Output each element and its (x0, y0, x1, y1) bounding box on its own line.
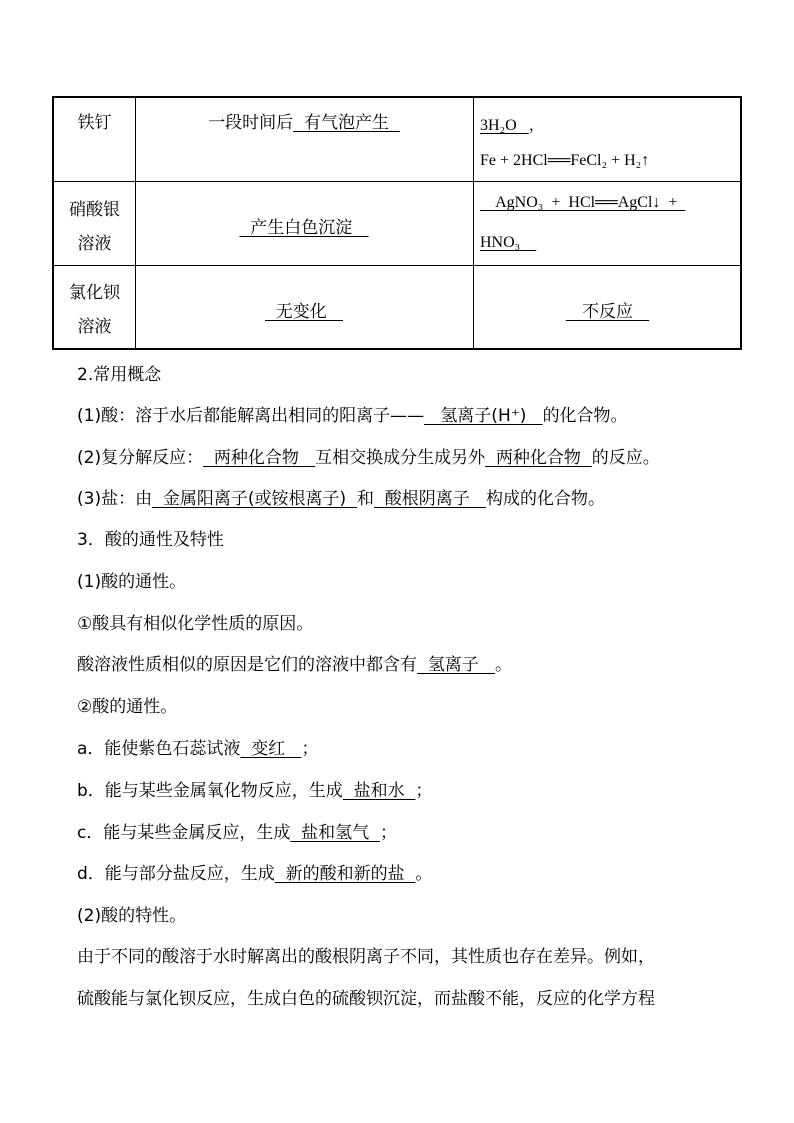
answer-blank: 金属阳离子(或铵根离子) (162, 489, 347, 509)
property-d: d．能与部分盐反应，生成 新的酸和新的盐 。 (77, 864, 433, 884)
table-row-reagent: 氯化钡 溶液 (69, 283, 120, 337)
table-row-reagent: 铁钉 (77, 113, 112, 133)
answer-blank: 新的酸和新的盐 (285, 864, 405, 884)
answer-blank: 变红 (251, 739, 286, 759)
reaction-table (52, 96, 742, 350)
subsection-heading: (1)酸的通性。 (77, 572, 187, 592)
table-row-equation-line2: Fe + 2HCl══FeCl₂ + H₂↑ (480, 152, 650, 169)
answer-blank: 两种化合物 (495, 448, 581, 468)
table-row-phenomenon: 一段时间后 有气泡产生 (208, 113, 389, 133)
answer-blank: 不反应 (582, 302, 633, 322)
answer-blank: 氢离子 (427, 655, 479, 675)
answer-blank: HNO₃ (480, 234, 521, 251)
concept-salt: (3)盐：由 金属阳离子(或铵根离子) 和 酸根阴离子 构成的化合物。 (77, 489, 606, 509)
table-row-equation-line2 (480, 234, 536, 252)
table-row-equation: 3H₂O ， (480, 117, 545, 134)
concept-double-decomposition: (2)复分解反应： 两种化合物 互相交换成分生成另外 两种化合物 的反应。 (77, 448, 660, 468)
answer-blank: AgNO₃ + HCl══AgCl↓ + (495, 194, 678, 211)
property-c: c．能与某些金属反应，生成 盐和氢气 ； (77, 823, 397, 843)
subsection-title: ①酸具有相似化学性质的原因。 (77, 614, 314, 634)
section-heading: 2.常用概念 (77, 365, 162, 385)
table-row-divider (54, 265, 740, 266)
answer-blank: 产生白色沉淀 (250, 218, 353, 238)
subsection-title: ②酸的通性。 (77, 697, 178, 717)
property-b: b．能与某些金属氧化物反应，生成 盐和水 ； (77, 781, 433, 801)
table-row-divider (54, 181, 740, 182)
answer-blank: 两种化合物 (213, 448, 299, 468)
table-row-equation (473, 297, 742, 322)
table-row-phenomenon (135, 297, 473, 322)
table-row-equation (480, 194, 685, 212)
concept-acid: (1)酸：溶于水后都能解离出相同的阳离子—— 氢离子(H⁺) 的化合物。 (77, 406, 628, 426)
answer-blank: 无变化 (275, 302, 327, 322)
property-a: a．能使紫色石蕊试液 变红 ； (77, 739, 319, 759)
answer-blank: 氢离子(H⁺) (440, 406, 527, 426)
section-heading: 3．酸的通性及特性 (77, 530, 224, 550)
table-row-phenomenon (135, 213, 473, 238)
paragraph-line: 硫酸能与氯化钡反应，生成白色的硫酸钡沉淀，而盐酸不能，反应的化学方程 (77, 989, 655, 1009)
paragraph-line: 由于不同的酸溶于水时解离出的酸根阴离子不同，其性质也存在差异。例如， (77, 947, 655, 967)
answer-blank: 盐和氢气 (301, 823, 370, 843)
answer-blank: 盐和水 (353, 781, 405, 801)
reason-line: 酸溶液性质相似的原因是它们的溶液中都含有 氢离子 。 (77, 655, 513, 675)
table-row-reagent: 硝酸银 溶液 (69, 200, 120, 254)
answer-blank: 3H₂O (480, 117, 517, 134)
subsection-heading: (2)酸的特性。 (77, 906, 187, 926)
answer-blank: 酸根阴离子 (384, 489, 470, 509)
answer-blank: 有气泡产生 (304, 113, 389, 133)
